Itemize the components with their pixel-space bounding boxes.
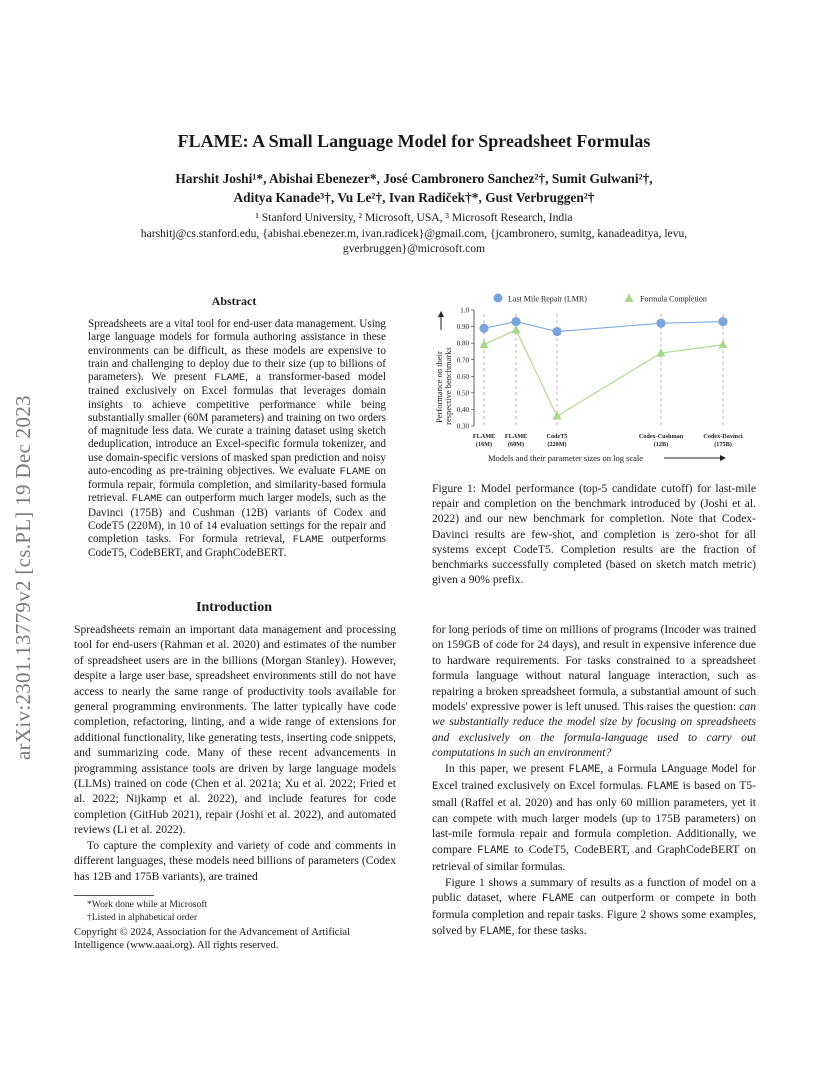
intro-text: , for these tasks. xyxy=(511,923,587,937)
y-tick-label: 0.90 xyxy=(456,323,469,332)
legend-marker-completion xyxy=(625,294,634,303)
completion-data-point xyxy=(511,325,520,334)
acronym-letter: F xyxy=(617,763,624,776)
x-tick-label-name: FLAME xyxy=(504,433,528,440)
vertical-guides xyxy=(484,314,723,426)
flame-name: FLAME xyxy=(131,493,163,506)
intro-text: ormula xyxy=(623,761,662,775)
affiliations xyxy=(60,210,768,257)
intro-text: for long periods of time on millions of programs (Incoder was trained on 159GB of code for 24 days), and result in expensive inference due to hardware requirements. For tasks constrained to a spreadsheet formula language without natural language interaction, such as repairing a broken spreadsheet formula, a substantial amount of such models' expressive power is left unused. This raises the question: xyxy=(432,623,756,714)
intro-text: can outperform or compete in both formula completion and repair tasks. Figure 2 shows some examples, solved by xyxy=(432,890,756,937)
abstract-heading: Abstract xyxy=(211,294,257,308)
intro-text: odel for xyxy=(718,761,756,775)
abstract-text: on formula repair, formula completion, and similarity-based formula retrieval. xyxy=(88,464,387,505)
x-tick-label-name: CodeT5 xyxy=(546,433,568,440)
flame-name: FLAME xyxy=(479,925,512,938)
intro-paragraph-5 xyxy=(432,875,756,941)
x-axis-title: Models and their parameter sizes on log scale xyxy=(488,453,644,463)
flame-name: FLAME xyxy=(646,781,679,794)
flame-name: FLAME xyxy=(339,465,371,478)
flame-name: FLAME xyxy=(292,534,324,546)
abstract-text: Spreadsheets are a vital tool for end-user data management. Using large language models for formula authoring assistance in these environments can be difficult, as these models are expensive to train and challenging to deploy due to their size (up to billions of parameters). We present xyxy=(88,318,386,383)
x-axis-arrowhead xyxy=(720,455,726,461)
completion-data-point xyxy=(718,340,727,349)
footnote-1: *Work done while at Microsoft xyxy=(87,899,208,910)
lmr-data-point xyxy=(479,324,488,333)
copyright-notice: Copyright © 2024, Association for the Advancement of Artificial Intelligence (www.aaai.org). All rights reserved. xyxy=(74,927,351,952)
figure-1-chart xyxy=(432,286,762,466)
footnote-rule xyxy=(74,895,154,896)
acronym-letter: E xyxy=(432,781,439,794)
x-tick-label-size: (16M) xyxy=(475,441,493,448)
lmr-data-point xyxy=(511,317,520,326)
y-axis-title xyxy=(434,347,453,425)
intro-text: Figure 1 shows a summary of results as a function of model on a public dataset, where xyxy=(432,875,756,904)
intro-paragraph-1: Spreadsheets remain an important data management and processing tool for end-users (Rahman et al. 2020) and estimates of the number of spreadsheet users are in the billions (Morgan Stanley). However, despite a large user base, spreadsheet environments still do not have access to nearly the same range of productivity tools available for general programming environments. The latter typically have code completion, refactoring, linting, and a wide range of extensions for additional functionality, like generating tests, inserting code snippets, and summarizing code. Many of these recent advancements in programming assistance tools are driven by large language models (LLMs) trained on code (Chen et al. 2021a; Xu et al. 2022; Fried et al. 2022; Nijkamp et al. 2022), and include features for code completion (GitHub 2021), repair (Joshi et al. 2022), and automated reviews (Li et al. 2022). xyxy=(74,623,396,837)
intro-text: In this paper, we present xyxy=(445,761,569,775)
legend-marker-lmr xyxy=(494,294,503,303)
legend-label-lmr: Last Mile Repair (LMR) xyxy=(508,294,587,304)
arxiv-identifier: arXiv:2301.13779v2 [cs.PL] 19 Dec 2023 xyxy=(11,395,35,760)
author-list xyxy=(60,169,768,207)
intro-paragraph-4 xyxy=(432,761,756,875)
flame-name: FLAME xyxy=(568,763,601,776)
x-axis-labels xyxy=(473,433,743,448)
y-axis-title-part-2: respective benchmarks xyxy=(443,347,453,425)
authors-line-2: Aditya Kanade³†, Vu Le²†, Ivan Radiček†*, Gust Verbruggen²† xyxy=(233,190,595,205)
introduction-heading: Introduction xyxy=(196,600,272,615)
footnotes xyxy=(74,899,396,924)
intro-paragraph-3 xyxy=(432,622,756,761)
legend-label-completion: Formula Completion xyxy=(640,294,707,304)
abstract-text: can outperform much larger models, such as the Davinci (175B) and Cushman (12B) variants of Codex and CodeT5 (220M), in 10 of 14 evaluation settings for the repair and completion tasks. For formula retrieval, xyxy=(88,492,386,545)
research-question: can we substantially reduce the model size by focusing on spreadsheets and exclusively on the formula-language used to carry out computations in such an environment? xyxy=(432,700,756,760)
completion-data-point xyxy=(479,340,488,349)
affiliation-line: ¹ Stanford University, ² Microsoft, USA, ³ Microsoft Research, India xyxy=(255,211,573,224)
x-tick-label-name: FLAME xyxy=(472,433,496,440)
abstract-text: outperforms CodeT5, CodeBERT, and GraphCodeBERT. xyxy=(88,533,386,560)
abstract-body xyxy=(88,318,386,561)
y-axis-title-part-1: Performance on their xyxy=(434,351,444,423)
completion-data-point xyxy=(552,411,561,420)
footnote-2: †Listed in alphabetical order xyxy=(87,911,198,923)
acronym-letter: LA xyxy=(661,763,674,776)
y-tick-label: 1.0 xyxy=(460,306,469,315)
flame-name: FLAME xyxy=(542,892,574,905)
abstract-text: , a transformer-based model trained exclusively on Excel formulas that leverages domain insights to achieve competitive performance while being substantially smaller (60M parameters) and training on two orders of magnitude less data. We curate a training dataset using sketch deduplication, introduce an Excel-specific formula tokenizer, and use domain-specific versions of masked span prediction and noisy auto-encoding as pre-training objectives. We evaluate xyxy=(88,371,386,477)
lmr-data-point xyxy=(656,319,665,328)
introduction-left-column xyxy=(74,622,396,884)
email-line-2: gverbruggen}@microsoft.com xyxy=(342,242,486,255)
paper-title: FLAME: A Small Language Model for Spreadsheet Formulas xyxy=(177,131,651,151)
y-tick-label: 0.80 xyxy=(456,339,469,348)
flame-name: FLAME xyxy=(477,844,510,857)
y-axis-ticks xyxy=(457,307,474,431)
introduction-right-column xyxy=(432,622,756,940)
chart-legend xyxy=(494,294,707,304)
intro-text: xcel trained exclusively on Excel formulas. xyxy=(438,779,647,793)
chart-series xyxy=(479,317,727,420)
y-tick-label: 0.50 xyxy=(456,389,469,398)
y-tick-label: 0.70 xyxy=(456,356,469,365)
figure-1-caption: Figure 1: Model performance (top-5 candidate cutoff) for last-mile repair and completion on the benchmark introduced by (Joshi et al. 2022) and our new benchmark for completion. Note that Codex-Davinci results are few-shot, and completion is zero-shot for all systems except CodeT5. Completion results are the fraction of benchmarks successfully completed (based on sketch match metric) given a 90% prefix. xyxy=(432,482,756,587)
x-tick-label-name: Codex-Davinci xyxy=(703,433,743,440)
x-tick-label-size: (175B) xyxy=(714,441,732,448)
x-tick-label-name: Codex-Cushman xyxy=(638,433,684,440)
y-tick-label: 0.60 xyxy=(456,372,469,381)
x-tick-label-size: (12B) xyxy=(653,441,669,448)
y-axis-arrowhead xyxy=(438,311,444,317)
intro-text: to CodeT5, CodeBERT, and GraphCodeBERT on retrieval of similar formulas. xyxy=(432,842,756,874)
flame-name: FLAME xyxy=(214,372,246,384)
authors-line-1: Harshit Joshi¹*, Abishai Ebenezer*, José Cambronero Sanchez²†, Sumit Gulwani²†, xyxy=(175,171,653,186)
series-line-completion xyxy=(484,330,723,416)
lmr-data-point xyxy=(552,327,561,336)
email-line-1: harshitj@cs.stanford.edu, {abishai.ebenezer.m, ivan.radicek}@gmail.com, {jcambronero, sumitg, kanadeaditya, levu, xyxy=(140,226,688,240)
acronym-letter: M xyxy=(711,763,719,776)
y-tick-label: 0.40 xyxy=(456,406,469,415)
lmr-data-point xyxy=(718,317,727,326)
x-tick-label-size: (60M) xyxy=(507,441,525,448)
intro-text: is based on T5-small (Raffel et al. 2020) and has only 60 million parameters, yet it can compete with much larger models (up to 175B parameters) on last-mile formula repair and formula completion. Additionally, we compare xyxy=(432,779,756,856)
y-tick-label: 0.30 xyxy=(456,422,469,431)
intro-text: , a xyxy=(600,761,618,775)
x-tick-label-size: (220M) xyxy=(547,441,567,448)
intro-text: nguage xyxy=(673,761,712,775)
intro-paragraph-2: To capture the complexity and variety of code and comments in different languages, these models need billions of parameters (Codex has 12B and 175B variants), are trained xyxy=(74,838,396,883)
